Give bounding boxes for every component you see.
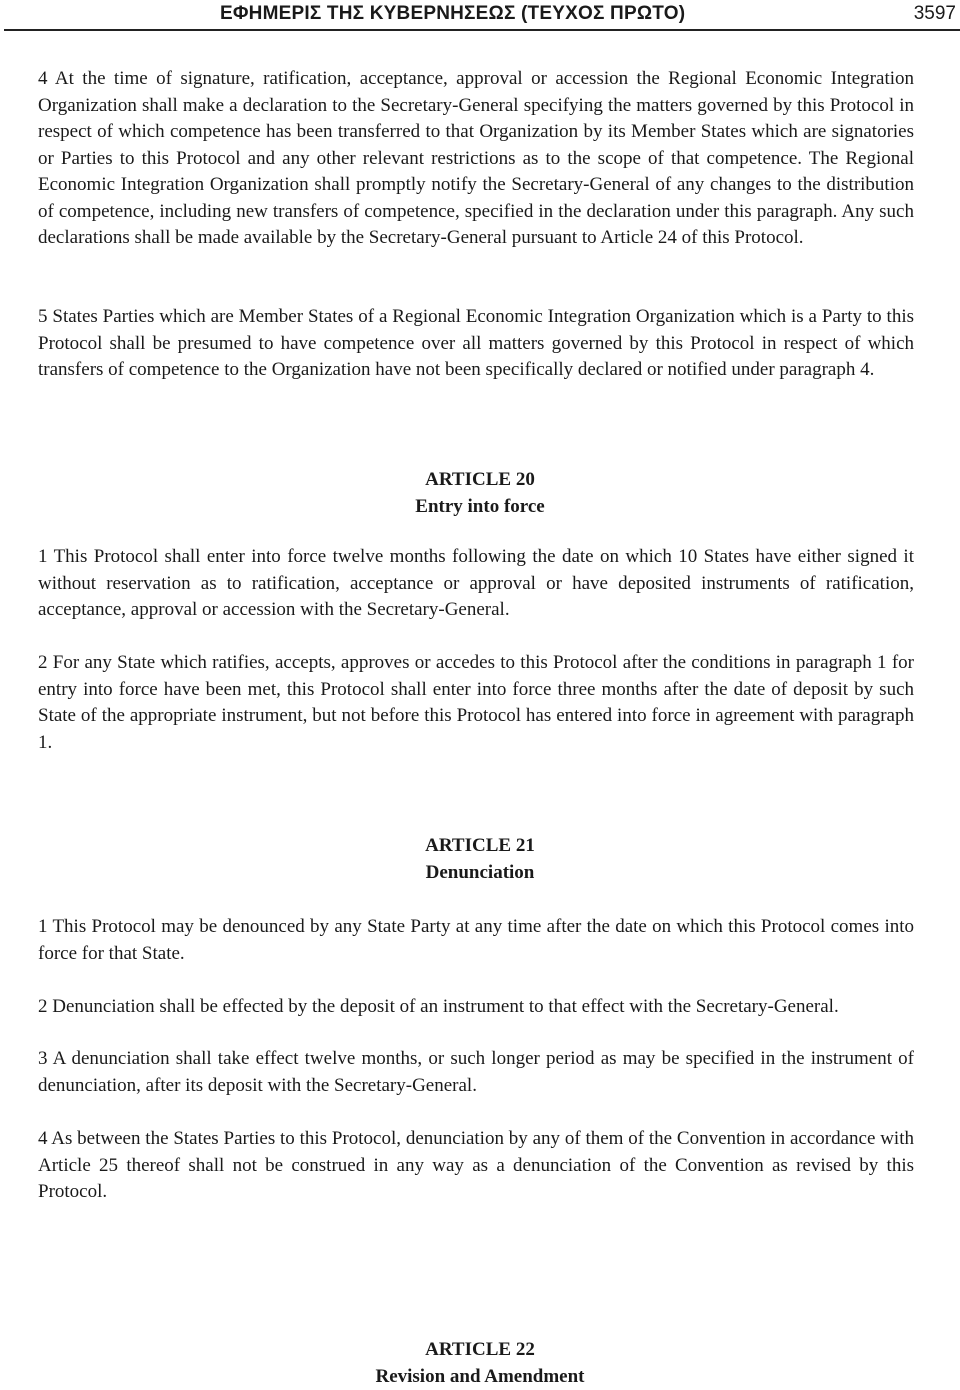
article21-paragraph-3: 3 A denunciation shall take effect twelve months, or such longer period as may be specified in the instrument of denunciation, after its deposit with the Secretary-General.: [38, 1046, 914, 1099]
article21-paragraph-4: 4 As between the States Parties to this Protocol, denunciation by any of them of the Convention in accordance with Article 25 thereof shall not be construed in any way as a denunciation of the Convention as revised by this Protocol.: [38, 1126, 914, 1206]
page-header: [0, 0, 960, 30]
page-number: 3597: [914, 3, 956, 25]
article21-paragraph-2: 2 Denunciation shall be effected by the deposit of an instrument to that effect with the Secretary-General.: [38, 994, 914, 1021]
article22-number: ARTICLE 22: [0, 1337, 960, 1364]
article22-title: Revision and Amendment: [0, 1364, 960, 1390]
article20-number: ARTICLE 20: [0, 467, 960, 494]
article21-heading: [0, 833, 960, 886]
article20-heading: [0, 467, 960, 520]
gazette-title: ΕΦΗΜΕΡΙΣ ΤΗΣ ΚΥΒΕΡΝΗΣΕΩΣ (ΤΕΥΧΟΣ ΠΡΩΤΟ): [220, 3, 685, 25]
article20-title: Entry into force: [0, 494, 960, 521]
article19-paragraph-5: 5 States Parties which are Member States of a Regional Economic Integration Organization which is a Party to this Protocol shall be presumed to have competence over all matters governed by this Protocol in respect of which transfers of competence to the Organization have not been specifically declared or notified under paragraph 4.: [38, 304, 914, 384]
article20-paragraph-1: 1 This Protocol shall enter into force twelve months following the date on which 10 States have either signed it without reservation as to ratification, acceptance or approval or have deposited instruments of ratification, acceptance, approval or accession with the Secretary-General.: [38, 544, 914, 624]
article21-paragraph-1: 1 This Protocol may be denounced by any State Party at any time after the date on which this Protocol comes into force for that State.: [38, 914, 914, 967]
article21-number: ARTICLE 21: [0, 833, 960, 860]
article19-paragraph-4: 4 At the time of signature, ratification, acceptance, approval or accession the Regional Economic Integration Organization shall make a declaration to the Secretary-General specifying the matters governed by this Protocol in respect of which competence has been transferred to that Organization by its Member States which are signatories or Parties to this Protocol and any other relevant restrictions as to the scope of that competence. The Regional Economic Integration Organization shall promptly notify the Secretary-General of any changes to the distribution of competence, including new transfers of competence, specified in the declaration under this paragraph. Any such declarations shall be made available by the Secretary-General pursuant to Article 24 of this Protocol.: [38, 66, 914, 252]
article22-heading: [0, 1337, 960, 1390]
article21-title: Denunciation: [0, 860, 960, 887]
header-divider: [4, 29, 960, 31]
article20-paragraph-2: 2 For any State which ratifies, accepts, approves or accedes to this Protocol after the conditions in paragraph 1 for entry into force have been met, this Protocol shall enter into force three months after the date of deposit by such State of the appropriate instrument, but not before this Protocol has entered into force in agreement with paragraph 1.: [38, 650, 914, 756]
